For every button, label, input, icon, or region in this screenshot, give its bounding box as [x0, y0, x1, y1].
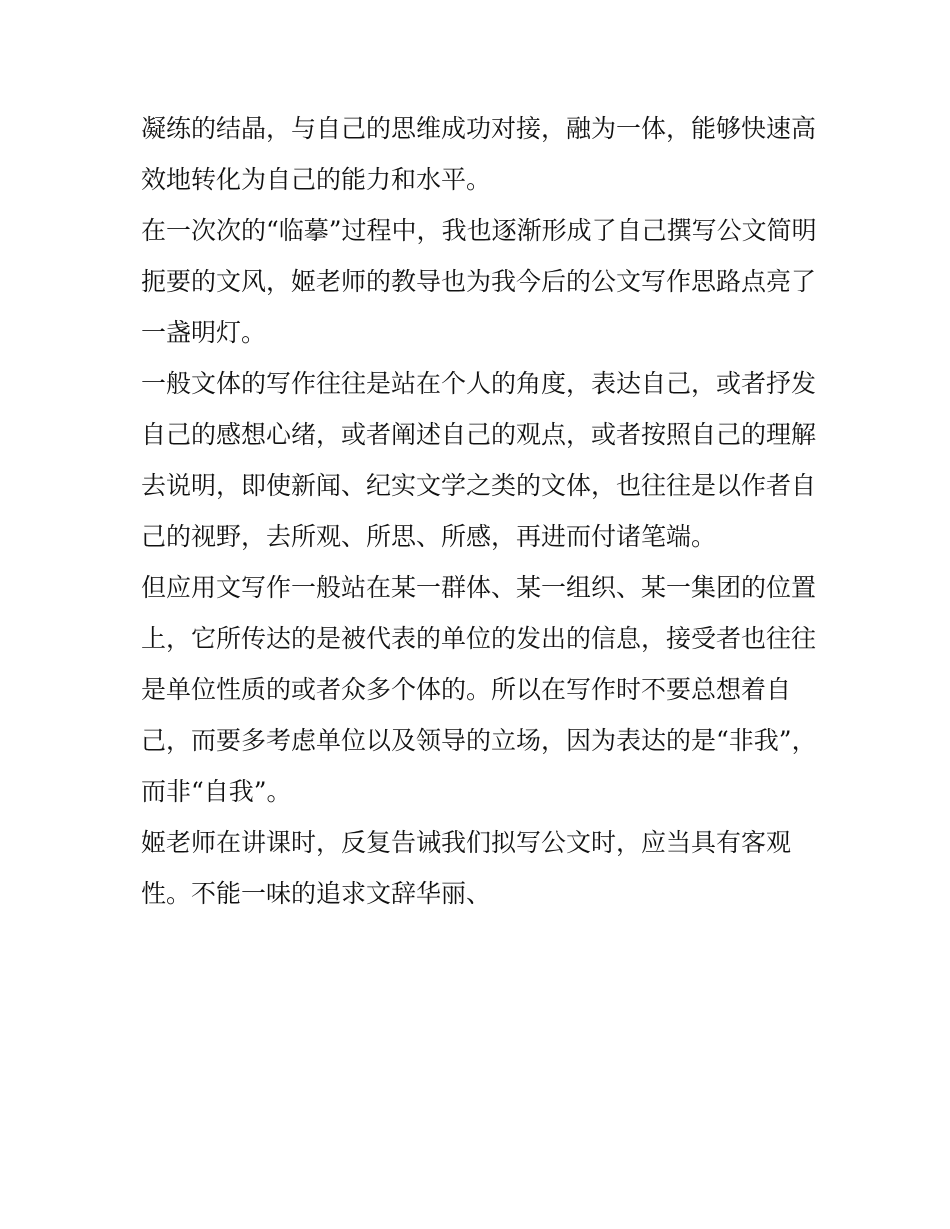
- text-line: 而非“自我”。: [141, 777, 292, 806]
- text-line: 是单位性质的或者众多个体的。所以在写作时不要总想着自: [141, 675, 792, 704]
- body-text: [141, 103, 817, 919]
- text-line: 自己的感想心绪，或者阐述自己的观点，或者按照自己的理解: [141, 420, 817, 449]
- text-line: 效地转化为自己的能力和水平。: [141, 165, 492, 194]
- text-line: 去说明，即使新闻、纪实文学之类的文体，也往往是以作者自: [141, 471, 817, 500]
- text-line: 己，而要多考虑单位以及领导的立场，因为表达的是“非我”，: [141, 726, 817, 755]
- text-line: 但应用文写作一般站在某一群体、某一组织、某一集团的位置: [141, 573, 817, 602]
- text-line: 凝练的结晶，与自己的思维成功对接，融为一体，能够快速高: [141, 114, 817, 143]
- text-line: 扼要的文风，姬老师的教导也为我今后的公文写作思路点亮了: [141, 267, 817, 296]
- text-line: 在一次次的“临摹”过程中，我也逐渐形成了自己撰写公文简明: [141, 216, 817, 245]
- text-line: 一盏明灯。: [141, 318, 267, 347]
- text-line: 姬老师在讲课时，反复告诫我们拟写公文时，应当具有客观: [141, 828, 792, 857]
- text-line: 一般文体的写作往往是站在个人的角度，表达自己，或者抒发: [141, 369, 817, 398]
- text-line: 己的视野，去所观、所思、所感，再进而付诸笔端。: [141, 522, 717, 551]
- text-line: 性。不能一味的追求文辞华丽、: [141, 879, 492, 908]
- text-line: 上，它所传达的是被代表的单位的发出的信息，接受者也往往: [141, 624, 817, 653]
